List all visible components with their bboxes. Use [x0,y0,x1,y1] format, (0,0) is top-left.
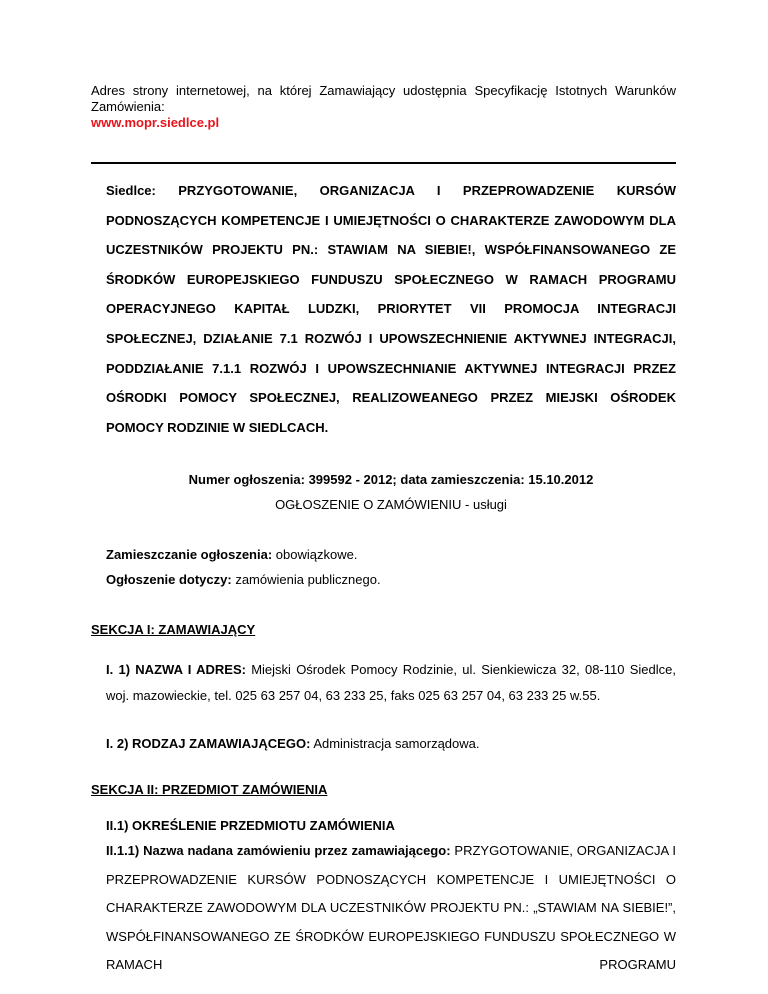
concerns-line [106,572,676,587]
name-address-value: Miejski Ośrodek Pomocy Rodzinie, ul. Sienkiewicza 32, 08-110 Siedlce, woj. mazowieckie, tel. 025 63 257 04, 63 233 25, faks 025 63 257 04, 63 233 25 w.55. [106,662,676,703]
subject-definition-heading: II.1) OKREŚLENIE PRZEDMIOTU ZAMÓWIENIA [106,818,395,833]
contracting-authority-name-address [106,657,676,709]
section-2-heading: SEKCJA II: PRZEDMIOT ZAMÓWIENIA [91,782,328,797]
name-address-label: I. 1) NAZWA I ADRES: [106,662,246,677]
header-divider [91,162,676,164]
authority-type-label: I. 2) RODZAJ ZAMAWIAJĄCEGO: [106,736,311,751]
placement-value: obowiązkowe. [275,547,358,562]
notice-title: Siedlce: PRZYGOTOWANIE, ORGANIZACJA I PRZEPROWADZENIE KURSÓW PODNOSZĄCYCH KOMPETENCJE I UMIEJĘTNOŚCI O CHARAKTERZE ZAWODOWYM DLA UCZESTNIKÓW PROJEKTU PN.: STAWIAM NA SIEBIE!, WSPÓŁFINANSOWANEGO ZE ŚRODKÓW EUROPEJSKIEGO FUNDUSZU SPOŁECZNEGO W RAMACH PROGRAMU OPERACYJNEGO KAPITAŁ LUDZKI, PRIORYTET VII PROMOCJA INTEGRACJI SPOŁECZNEJ, DZIAŁANIE 7.1 ROZWÓJ I UPOWSZECHNIENIE AKTYWNEJ INTEGRACJI, PODDZIAŁANIE 7.1.1 ROZWÓJ I UPOWSZECHNIANIE AKTYWNEJ INTEGRACJI PRZEZ OŚRODKI POMOCY SPOŁECZNEJ, REALIZOWEANEGO PRZEZ MIEJSKI OŚRODEK POMOCY RODZINIE W SIEDLCACH. [106,183,676,435]
placement-label: Zamieszczanie ogłoszenia: [106,547,273,562]
authority-type-value: Administracja samorządowa. [313,736,480,751]
placement-line [106,547,676,562]
document-header [91,83,676,131]
notice-type: OGŁOSZENIE O ZAMÓWIENIU - usługi [275,497,507,512]
authority-type-line [106,736,676,751]
contract-name-paragraph [106,837,676,980]
concerns-value: zamówienia publicznego. [235,572,381,587]
contract-name-value: PRZYGOTOWANIE, ORGANIZACJA I PRZEPROWADZENIE KURSÓW PODNOSZĄCYCH KOMPETENCJE I UMIEJĘTNOŚCI O CHARAKTERZE ZAWODOWYM DLA UCZESTNIKÓW PROJEKTU PN.: „STAWIAM NA SIEBIE!”, WSPÓŁFINANSOWANEGO ZE ŚRODKÓW EUROPEJSKIEGO FUNDUSZU SPOŁECZNEGO W RAMACH PROGRAMU [106,843,676,972]
notice-number: Numer ogłoszenia: 399592 - 2012; data zamieszczenia: 15.10.2012 [188,472,594,487]
specification-address-text: Adres strony internetowej, na której Zamawiający udostępnia Specyfikację Istotnych Warunków Zamówienia: [91,83,676,114]
specification-url-link[interactable]: www.mopr.siedlce.pl [91,115,220,130]
contract-name-label: II.1.1) Nazwa nadana zamówieniu przez zamawiającego: [106,843,451,858]
section-1-heading: SEKCJA I: ZAMAWIAJĄCY [91,622,256,637]
concerns-label: Ogłoszenie dotyczy: [106,572,232,587]
